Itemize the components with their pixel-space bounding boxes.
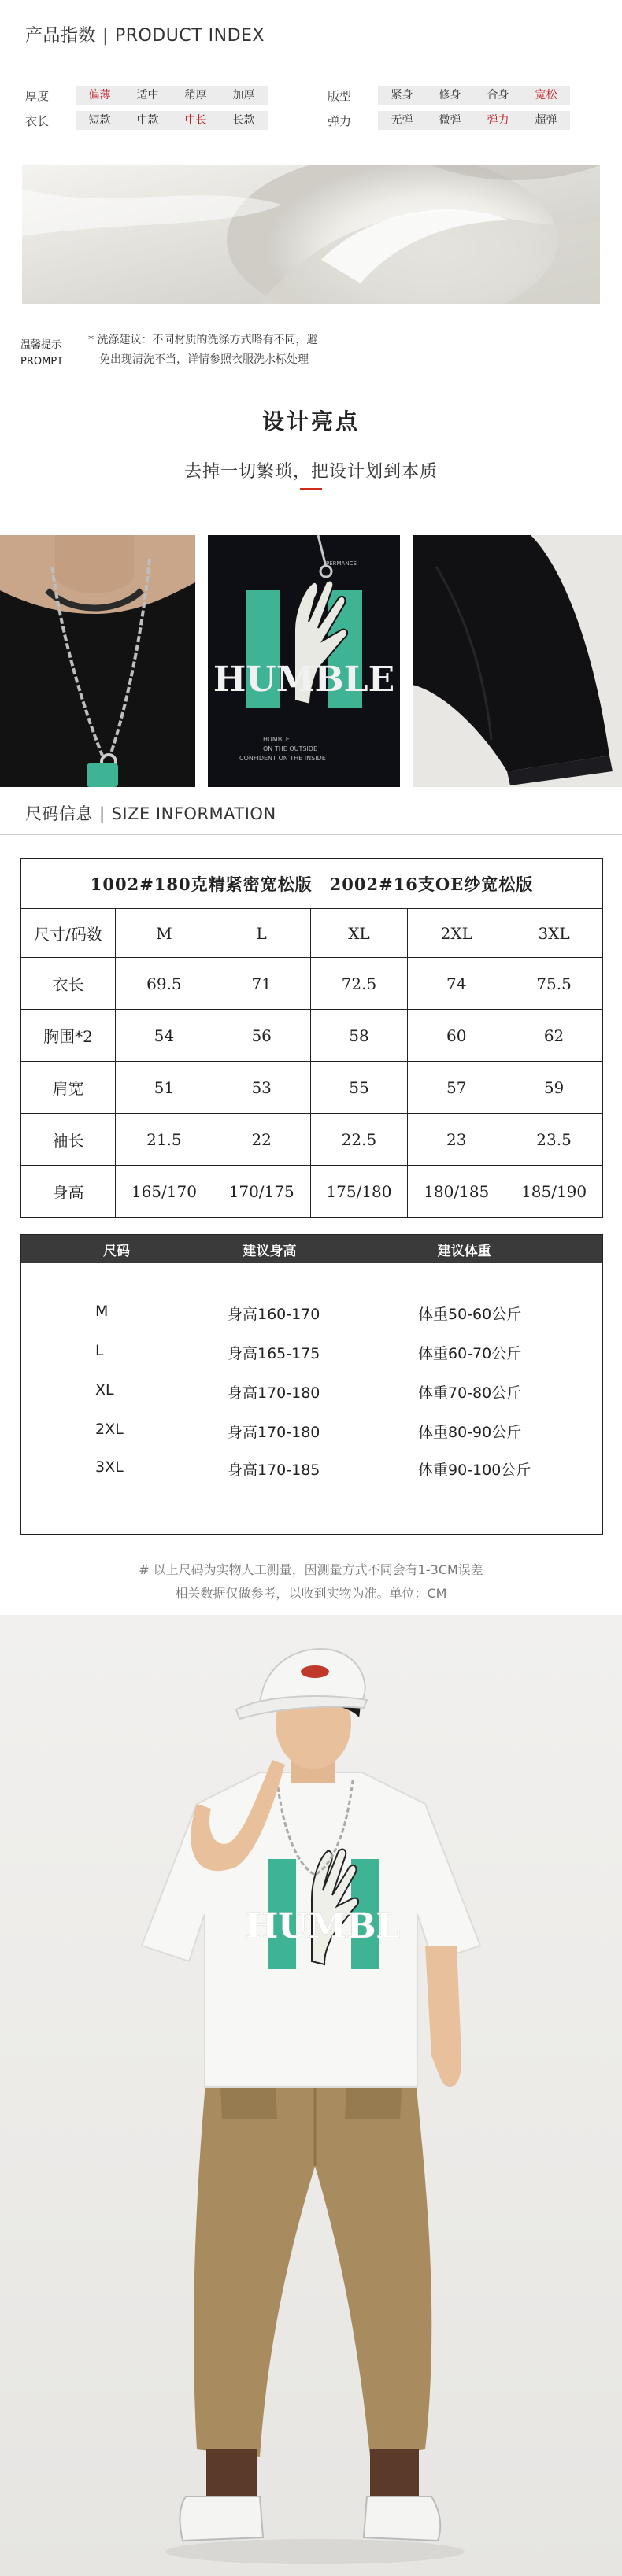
- recommendation-cell: 身高165-175: [228, 1345, 320, 1362]
- size-table-cell: 56: [213, 1010, 310, 1062]
- detail-photo-necklace: [0, 535, 195, 787]
- table-row: [21, 1010, 603, 1062]
- prompt-line: 免出现清洗不当，详情参照衣服洗水标处理: [99, 353, 309, 366]
- size-table-cell: 74: [408, 958, 505, 1010]
- detail-photo-sleeve: [413, 535, 622, 787]
- size-table-cell: 胸围*2: [21, 1010, 116, 1062]
- print-caption: HUMBLE: [263, 736, 290, 743]
- recommendation-cell: M: [95, 1303, 109, 1320]
- index-options: [378, 86, 570, 105]
- size-table-cell: 53: [213, 1062, 310, 1114]
- index-option-selected: 偏薄: [88, 89, 111, 102]
- design-title: 设计亮点: [261, 408, 360, 434]
- table-row: [21, 1166, 603, 1218]
- recommendation-cell: 身高170-185: [228, 1462, 320, 1479]
- size-table: [20, 858, 603, 1218]
- index-option: 无弹: [391, 114, 413, 127]
- size-table-cell: 62: [505, 1010, 603, 1062]
- table-row: [21, 958, 603, 1010]
- footnote-line: 相关数据仅做参考，以收到实物为准。单位：CM: [175, 1586, 447, 1601]
- size-table-cell: 170/175: [213, 1166, 310, 1218]
- size-table-header-cell: 1002#180克精紧密宽松版 2002#16支OE纱宽松版: [21, 859, 603, 909]
- size-table-cell: XL: [310, 909, 408, 958]
- index-option-selected: 弹力: [487, 114, 509, 127]
- model-photo: [0, 1615, 622, 2576]
- size-table-cell: 袖长: [21, 1114, 116, 1166]
- index-row-elastic: [328, 110, 570, 131]
- size-table-cell: 23.5: [505, 1114, 603, 1166]
- index-label: 衣长: [25, 113, 50, 128]
- prompt-label-en: PROMPT: [20, 356, 64, 368]
- size-table-cell: 尺寸/码数: [21, 909, 116, 958]
- recommendation-header-cell: 建议身高: [243, 1243, 297, 1259]
- recommendation-cell: XL: [95, 1381, 114, 1399]
- footnote-line: # 以上尺码为实物人工测量，因测量方式不同会有1-3CM误差: [139, 1562, 483, 1577]
- print-brand-text: PERMANCE: [326, 560, 357, 567]
- print-humble-text: HUMBLE: [213, 660, 395, 700]
- index-option: 加厚: [232, 89, 255, 102]
- recommendation-cell: 身高160-170: [228, 1306, 320, 1323]
- recommendation-cell: L: [95, 1342, 104, 1359]
- size-table-cell: 58: [310, 1010, 408, 1062]
- size-table-cell: 22.5: [310, 1114, 408, 1166]
- model-illustration: [0, 1615, 622, 2576]
- recommendation-cell: 体重70-80公斤: [418, 1384, 522, 1402]
- recommendation-header-cell: 尺码: [103, 1243, 130, 1259]
- index-option: 适中: [136, 89, 159, 102]
- size-recommendation-table: [20, 1234, 603, 1535]
- product-index-title-en: PRODUCT INDEX: [114, 26, 265, 46]
- prompt-line: * 洗涤建议：不同材质的洗涤方式略有不同，避: [88, 334, 318, 346]
- index-row-thickness: [25, 85, 268, 105]
- index-row-fit: [328, 85, 570, 105]
- size-table-cell: 185/190: [505, 1166, 603, 1218]
- size-table-cell: 51: [116, 1062, 213, 1114]
- size-table-cell: 23: [408, 1114, 505, 1166]
- size-table-cell: 175/180: [310, 1166, 408, 1218]
- recommendation-cell: 体重60-70公斤: [418, 1345, 522, 1362]
- size-info-title-en: SIZE INFORMATION: [111, 804, 276, 823]
- table-row: [21, 1458, 604, 1480]
- recommendation-cell: 体重90-100公斤: [418, 1462, 531, 1479]
- index-option-selected: 中长: [184, 114, 207, 127]
- table-row: [21, 1303, 604, 1324]
- size-table-cell: 肩宽: [21, 1062, 116, 1114]
- product-index-title: 产品指数 | PRODUCT INDEX: [25, 26, 265, 46]
- prompt-label-cn: 温馨提示: [20, 339, 62, 351]
- size-table-cell: 身高: [21, 1166, 116, 1218]
- index-option: 合身: [487, 89, 509, 102]
- index-row-length: [25, 110, 268, 131]
- recommendation-cell: 2XL: [95, 1421, 124, 1438]
- design-subtitle: 去掉一切繁琐，把设计划到本质: [183, 462, 438, 482]
- design-divider: [300, 488, 322, 490]
- recommendation-header: [21, 1235, 602, 1263]
- recommendation-cell: 体重80-90公斤: [418, 1424, 522, 1441]
- size-table-column-row: [21, 909, 603, 958]
- table-row: [21, 1381, 604, 1403]
- index-options: [76, 111, 268, 130]
- size-table-cell: 75.5: [505, 958, 603, 1010]
- section-divider: [0, 834, 622, 835]
- index-label: 版型: [328, 88, 352, 103]
- table-row: [21, 1062, 603, 1114]
- recommendation-cell: 身高170-180: [228, 1424, 320, 1441]
- index-option: 中款: [136, 114, 159, 127]
- index-option: 超弹: [535, 114, 557, 127]
- size-table-cell: 72.5: [310, 958, 408, 1010]
- recommendation-cell: 体重50-60公斤: [418, 1306, 522, 1323]
- size-table-cell: 22: [213, 1114, 310, 1166]
- size-table-cell: 69.5: [116, 958, 213, 1010]
- model-shirt-print-text: HUMBL: [245, 1906, 401, 1946]
- index-options: [378, 111, 570, 130]
- detail-photo-print: [208, 535, 400, 787]
- index-option: 修身: [439, 89, 461, 102]
- index-option: 短款: [88, 114, 111, 127]
- fabric-closeup-image: [22, 165, 600, 304]
- print-caption: ON THE OUTSIDE: [263, 745, 318, 752]
- index-option: 稍厚: [184, 89, 207, 102]
- product-index-title-cn: 产品指数: [25, 26, 97, 46]
- recommendation-header-cell: 建议体重: [437, 1243, 491, 1259]
- prompt-text: [88, 331, 387, 370]
- size-table-cell: M: [116, 909, 213, 958]
- index-label: 弹力: [328, 113, 352, 128]
- size-info-title: 尺码信息 | SIZE INFORMATION: [25, 804, 276, 823]
- index-option-selected: 宽松: [535, 89, 557, 102]
- index-option: 长款: [232, 114, 255, 127]
- size-table-cell: 54: [116, 1010, 213, 1062]
- index-options: [76, 86, 268, 105]
- size-table-cell: 21.5: [116, 1114, 213, 1166]
- recommendation-cell: 3XL: [95, 1458, 124, 1476]
- size-table-cell: 71: [213, 958, 310, 1010]
- print-caption: CONFIDENT ON THE INSIDE: [239, 755, 326, 762]
- size-info-title-cn: 尺码信息: [25, 804, 93, 823]
- size-table-cell: 衣长: [21, 958, 116, 1010]
- index-option: 紧身: [391, 89, 413, 102]
- index-label: 厚度: [25, 88, 50, 103]
- prompt-label: [20, 337, 63, 370]
- table-row: [21, 1421, 604, 1442]
- size-table-cell: 2XL: [408, 909, 505, 958]
- size-table-header: [21, 859, 603, 909]
- size-table-cell: 165/170: [116, 1166, 213, 1218]
- fabric-fold-graphic: [22, 165, 600, 304]
- size-table-cell: 59: [505, 1062, 603, 1114]
- size-table-cell: 60: [408, 1010, 505, 1062]
- size-table-cell: 180/185: [408, 1166, 505, 1218]
- index-option: 微弹: [439, 114, 461, 127]
- size-table-cell: 57: [408, 1062, 505, 1114]
- size-table-cell: L: [213, 909, 310, 958]
- table-row: [21, 1342, 604, 1363]
- table-row: [21, 1114, 603, 1166]
- size-table-cell: 55: [310, 1062, 408, 1114]
- recommendation-cell: 身高170-180: [228, 1384, 320, 1402]
- size-table-cell: 3XL: [505, 909, 603, 958]
